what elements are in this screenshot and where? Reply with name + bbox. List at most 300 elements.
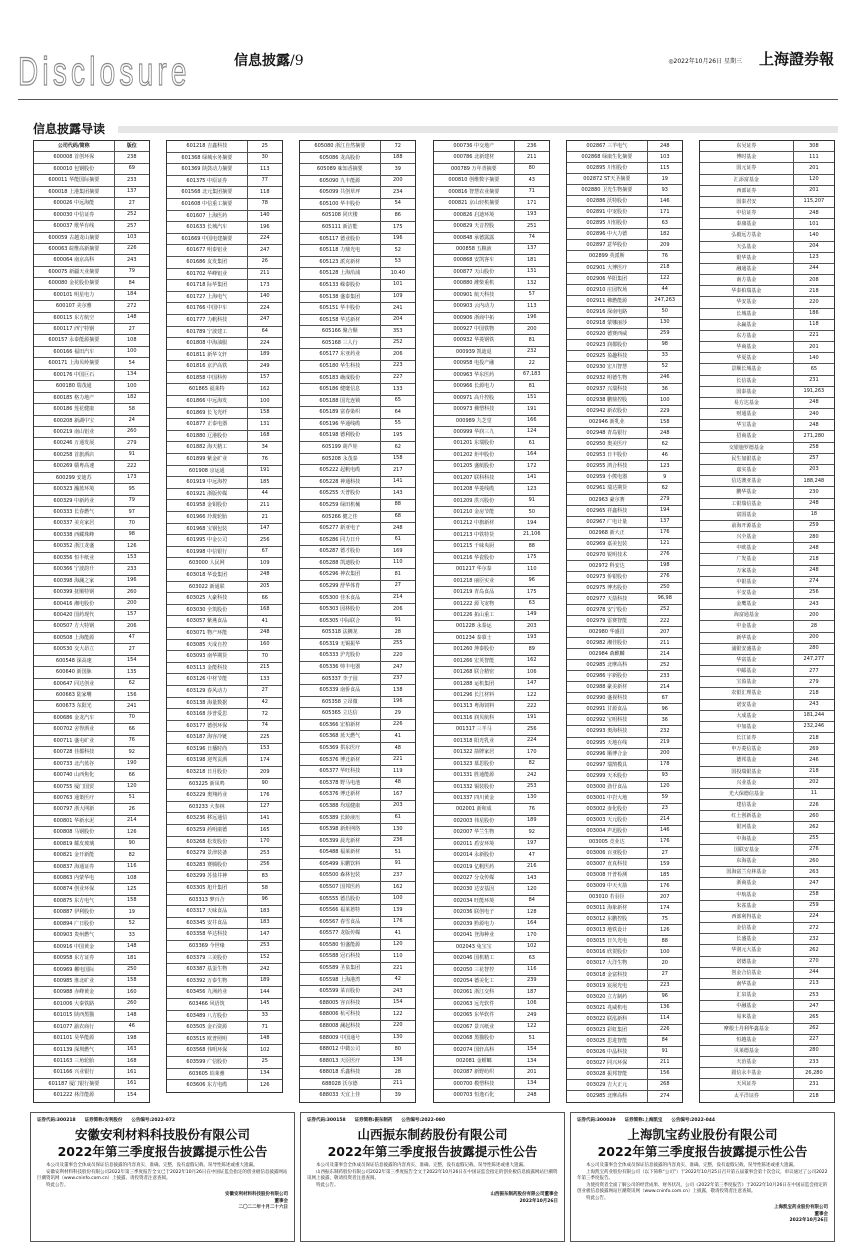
page-number: 200 xyxy=(659,750,670,757)
page-number: 27 xyxy=(661,971,668,978)
company-name: 603317 天味食品 xyxy=(167,906,248,917)
table-row xyxy=(567,406,682,417)
table-row xyxy=(567,196,682,207)
page-number: 71 xyxy=(261,1023,268,1030)
page-number: 241 xyxy=(126,702,137,709)
company-name: 000880 潍柴重机 xyxy=(434,278,515,288)
table-row xyxy=(567,296,682,307)
table-row xyxy=(434,507,549,518)
company-name: 605376 博迁新材 xyxy=(300,755,381,766)
page-number: 255 xyxy=(809,835,819,842)
page-number: 256 xyxy=(809,589,819,596)
company-name: 002946 新乳业 xyxy=(567,417,648,427)
company-name: 财通基金 xyxy=(700,409,794,419)
company-name: 永赢基金 xyxy=(700,320,794,330)
table-row xyxy=(167,663,282,675)
table-row xyxy=(34,770,149,781)
company-name: 600508 上海能源 xyxy=(34,633,115,643)
company-name: 605296 神农集团 xyxy=(300,569,381,580)
page-number: 182 xyxy=(126,394,137,401)
table-row xyxy=(167,616,282,628)
table-row xyxy=(700,499,834,510)
table-row xyxy=(434,438,549,449)
company-name: 601375 中原证券 xyxy=(167,176,248,187)
company-name: 600171 上海贝岭摘要 xyxy=(34,358,115,368)
page-number: 203 xyxy=(392,802,403,809)
company-name: 002896 中大力德 xyxy=(567,229,648,239)
company-name: 002963 豪尔赛 xyxy=(567,495,648,505)
table-row xyxy=(167,1069,282,1081)
table-row xyxy=(434,896,549,907)
company-name: 600157 永泰能源摘要 xyxy=(34,335,115,345)
table-row xyxy=(567,958,682,969)
page-number: 237 xyxy=(392,871,403,878)
company-name: 003006 百亚股份 xyxy=(567,848,648,858)
page-number: 171 xyxy=(526,199,537,206)
company-name: 002969 嘉美包装 xyxy=(567,539,648,549)
company-name: 003011 海象新材 xyxy=(567,903,648,913)
table-row xyxy=(167,953,282,965)
table-row xyxy=(700,242,834,253)
page-number: 194 xyxy=(526,519,537,526)
table-row xyxy=(434,450,549,461)
page-number: 256 xyxy=(259,536,270,543)
page-number: 218 xyxy=(659,264,670,271)
company-name: 002880 卫光生物摘要 xyxy=(567,185,648,195)
company-name: 605118 力鼎光电 xyxy=(300,245,381,256)
page-number: 193 xyxy=(526,211,537,218)
page-number: 33 xyxy=(261,1012,268,1019)
page-number: 209 xyxy=(259,768,270,775)
page-number: 25 xyxy=(261,142,268,149)
page-number: 243 xyxy=(392,987,403,994)
table-row xyxy=(567,218,682,229)
table-row xyxy=(700,957,834,968)
table-row xyxy=(434,656,549,667)
page-number: 206 xyxy=(392,605,403,612)
table-row xyxy=(300,361,415,373)
page-number: 196 xyxy=(526,314,537,321)
page-number: 157 xyxy=(126,611,137,618)
signature-line: 2022年10月26日 xyxy=(789,1218,828,1223)
page-number: 27 xyxy=(128,199,135,206)
company-name: 605303 园林股份 xyxy=(300,604,381,615)
page-number: 260 xyxy=(126,428,137,435)
page-number: 47 xyxy=(128,634,135,641)
page-number: 229 xyxy=(659,407,670,414)
company-name: 603387 基蛋生物 xyxy=(167,964,248,975)
company-name: 605366 宏柏新材 xyxy=(300,720,381,731)
company-name: 600186 莲花健康 xyxy=(34,404,115,414)
company-name: 南华基金 xyxy=(700,979,794,989)
page-number: 100 xyxy=(259,397,270,404)
table-row xyxy=(167,721,282,733)
page-number: 253 xyxy=(259,942,270,949)
company-name: 民生加银基金 xyxy=(700,454,794,464)
page-number: 124 xyxy=(526,428,537,435)
table-row xyxy=(434,152,549,163)
table-row xyxy=(434,358,549,369)
company-name: 605378 野马电池 xyxy=(300,778,381,789)
page-number: 160 xyxy=(126,988,137,995)
page-number: 153 xyxy=(259,745,270,752)
company-name: 600711 盛屯矿业 xyxy=(34,736,115,746)
company-name: 001201 东瑞股份 xyxy=(434,438,515,448)
company-name: 003028 振邦智能 xyxy=(567,1069,648,1079)
company-name: 601608 中信重工摘要 xyxy=(167,199,248,210)
company-name: 东海基金 xyxy=(700,856,794,866)
company-name: 688033 天宜上佳 xyxy=(300,1090,381,1102)
table-row xyxy=(167,211,282,223)
page-number: 36 xyxy=(661,385,668,392)
page-number: 67,183 xyxy=(523,371,541,378)
page-number: 126 xyxy=(259,1082,270,1089)
table-row xyxy=(700,376,834,387)
table-row xyxy=(34,884,149,895)
page-number: 218 xyxy=(809,689,819,696)
page-number: 200 xyxy=(809,634,819,641)
page-number: 123 xyxy=(659,462,670,469)
company-name: 国元证券 xyxy=(700,163,794,173)
company-name: 002034 旺能环境 xyxy=(434,896,515,906)
company-name: 中航基金 xyxy=(700,890,794,900)
page-number: 118 xyxy=(809,321,819,328)
company-name: 003023 彩虹集团 xyxy=(567,1025,648,1035)
company-name: 华泰柏瑞基金 xyxy=(700,286,794,296)
page-number: 68 xyxy=(394,513,401,519)
page-number: 66 xyxy=(261,594,268,601)
table-row xyxy=(167,779,282,791)
index-table-column xyxy=(433,140,550,1103)
company-name: 605287 德才股份 xyxy=(300,546,381,557)
page-number: 233 xyxy=(126,565,137,572)
page-number: 102 xyxy=(259,1046,270,1053)
page-number: 243 xyxy=(809,600,819,607)
page-number: 122 xyxy=(526,691,537,698)
table-row xyxy=(567,285,682,296)
company-name: 001337 四川黄金 xyxy=(434,793,515,803)
table-row xyxy=(300,824,415,836)
table-row xyxy=(300,373,415,385)
page-number: 88 xyxy=(661,937,668,944)
index-table-column xyxy=(299,140,416,1103)
table-row xyxy=(434,175,549,186)
page-number: 88 xyxy=(394,501,401,508)
table-row xyxy=(34,724,149,735)
table-row xyxy=(700,230,834,241)
company-name: 000973 佛塑科技 xyxy=(434,404,515,414)
page-number: 193 xyxy=(526,634,537,641)
page-number: 176 xyxy=(659,529,670,536)
company-name: 605259 绿田机械 xyxy=(300,500,381,511)
company-name: 002895 川恒股份 xyxy=(567,218,648,228)
page-number: 262 xyxy=(809,946,819,953)
page-number: 153 xyxy=(126,554,137,561)
company-name: 603392 万泰生物 xyxy=(167,976,248,987)
page-number: 27 xyxy=(261,687,268,694)
page-number: 134 xyxy=(526,1080,537,1087)
page-number: 140 xyxy=(809,354,819,361)
company-name: 000868 安凯客车 xyxy=(434,255,515,265)
company-name: 申万菱信基金 xyxy=(700,744,794,754)
table-row xyxy=(300,558,415,570)
page-number: 243 xyxy=(809,701,819,708)
page-number: 76 xyxy=(528,805,535,812)
page-number: 28 xyxy=(394,1068,401,1075)
company-name: 中银基金 xyxy=(700,577,794,587)
company-name: 601921 浙版传媒 xyxy=(167,489,248,500)
table-row xyxy=(34,1090,149,1101)
company-name: 601101 昊华能源 xyxy=(34,1033,115,1043)
table-row xyxy=(167,848,282,860)
table-row xyxy=(167,384,282,396)
company-name: 创金合信基金 xyxy=(700,968,794,978)
table-row xyxy=(34,690,149,701)
table-row xyxy=(34,347,149,358)
page-number: 168 xyxy=(259,432,270,439)
page-number: 223 xyxy=(659,982,670,989)
company-name: 001218 丽臣实业 xyxy=(434,576,515,586)
company-name: 000966 长源电力 xyxy=(434,381,515,391)
page-number: 214 xyxy=(392,594,403,601)
company-name: 600063 皖维高新摘要 xyxy=(34,244,115,254)
table-row xyxy=(567,174,682,185)
company-name: 002990 盛视科技 xyxy=(567,693,648,703)
page-number: 262 xyxy=(809,823,819,830)
table-row xyxy=(567,616,682,627)
table-row xyxy=(34,438,149,449)
company-name: 中加基金 xyxy=(700,722,794,732)
page-number: 27 xyxy=(661,849,668,856)
page-number: 156 xyxy=(126,691,137,698)
table-row xyxy=(300,975,415,987)
table-row xyxy=(167,535,282,547)
table-row xyxy=(434,324,549,335)
company-name: 600969 郴电国际 xyxy=(34,965,115,975)
company-name: 600887 伊利股份 xyxy=(34,907,115,917)
table-row xyxy=(300,859,415,871)
company-name: 002932 明德生物 xyxy=(567,373,648,383)
table-row xyxy=(300,708,415,720)
page-number: 176 xyxy=(392,918,403,925)
table-row xyxy=(700,197,834,208)
page-number: 259 xyxy=(809,522,819,529)
page-number: 103 xyxy=(126,234,137,240)
page-number: 72 xyxy=(261,710,268,717)
company-name: 鹏华基金 xyxy=(700,487,794,497)
table-row xyxy=(700,979,834,990)
company-name: 603599 广信股份 xyxy=(167,1057,248,1068)
table-row xyxy=(167,651,282,663)
page-number: 98 xyxy=(661,341,668,348)
company-name: 002872 ST天圣摘要 xyxy=(567,174,648,184)
company-name: 华富基金 xyxy=(700,655,794,665)
table-row xyxy=(434,1033,549,1044)
table-row xyxy=(300,303,415,315)
company-name: 汇添富基金 xyxy=(700,175,794,185)
table-row xyxy=(700,543,834,554)
table-row xyxy=(434,827,549,838)
table-row xyxy=(700,834,834,845)
page-number: 224 xyxy=(526,737,537,744)
table-row xyxy=(34,701,149,712)
table-row xyxy=(434,965,549,976)
company-name: 601368 绿城水务摘要 xyxy=(167,153,248,164)
company-name: 605133 嵘泰股份 xyxy=(300,280,381,291)
table-row xyxy=(700,510,834,521)
company-name: 603218 日月股份 xyxy=(167,767,248,778)
page-number: 262 xyxy=(809,1025,819,1032)
table-row xyxy=(300,326,415,338)
company-name: 600755 厦门国贸 xyxy=(34,782,115,792)
company-name: 600107 美尔雅 xyxy=(34,301,115,311)
page-number: 272 xyxy=(126,302,137,309)
table-row xyxy=(167,419,282,431)
page-number: 187 xyxy=(526,988,537,995)
company-name: 605588 冠石科技 xyxy=(300,951,381,962)
company-name: 600808 马钢股份 xyxy=(34,827,115,837)
page-number: 265 xyxy=(809,1013,819,1020)
page-number: 158 xyxy=(126,977,137,984)
company-name: 603225 新凤鸣 xyxy=(167,779,248,790)
company-name: 605577 龙版传媒 xyxy=(300,928,381,939)
company-name: 003018 金富科技 xyxy=(567,970,648,980)
table-row xyxy=(300,442,415,454)
company-name: 601789 宁波建工 xyxy=(167,327,248,338)
table-row xyxy=(700,744,834,755)
table-row xyxy=(167,500,282,512)
company-name: 002979 雷赛智能 xyxy=(567,616,648,626)
table-row xyxy=(434,335,549,346)
page-number: 253 xyxy=(809,991,819,998)
company-name: 605099 共创草坪 xyxy=(300,187,381,198)
company-name: 国泰君安 xyxy=(700,197,794,207)
company-name: 600819 耀皮玻璃 xyxy=(34,839,115,849)
page-number: 203 xyxy=(526,622,537,629)
company-name: 002991 甘源食品 xyxy=(567,704,648,714)
table-row xyxy=(34,473,149,484)
page-number: 170 xyxy=(526,748,537,755)
page-number: 198 xyxy=(126,1034,137,1041)
page-number: 217 xyxy=(392,466,403,473)
company-name: 001260 坤泰股份 xyxy=(434,644,515,654)
table-row xyxy=(434,884,549,895)
page-number: 214 xyxy=(659,650,670,657)
company-name: 600176 中国巨石 xyxy=(34,370,115,380)
table-row xyxy=(34,644,149,655)
table-row xyxy=(434,839,549,850)
table-row xyxy=(434,221,549,232)
table-row xyxy=(567,395,682,406)
table-row xyxy=(700,454,834,465)
table-row xyxy=(34,484,149,495)
announcement-paragraph: 本公司及董事会全体成员保证信息披露的内容真实、准确、完整，没有虚假记载、误导性陈述或重大遗漏。 xyxy=(316,1163,528,1168)
table-row xyxy=(167,512,282,524)
table-row xyxy=(567,715,682,726)
company-name: 603456 九洲药业 xyxy=(167,987,248,998)
table-row xyxy=(434,816,549,827)
table-row xyxy=(700,186,834,197)
table-row xyxy=(700,353,834,364)
table-row xyxy=(300,743,415,755)
table-row xyxy=(167,790,282,802)
page-number: 100 xyxy=(126,348,137,355)
table-row xyxy=(700,755,834,766)
company-name: 东方基金 xyxy=(700,331,794,341)
masthead xyxy=(18,44,838,100)
company-name: 工银瑞信基金 xyxy=(700,499,794,509)
company-name: 603489 八方股份 xyxy=(167,1011,248,1022)
table-row xyxy=(567,417,682,428)
page-number: 258 xyxy=(809,444,819,451)
company-name: 603030 全筑股份 xyxy=(167,605,248,616)
company-name: 601908 京运通 xyxy=(167,466,248,477)
page-number: 249 xyxy=(259,362,270,369)
table-row xyxy=(300,349,415,361)
company-name: 长城基金 xyxy=(700,309,794,319)
company-name: 601677 明泰铝业 xyxy=(167,245,248,256)
company-name: 605111 新洁能 xyxy=(300,222,381,233)
brand-title: Disclosure xyxy=(18,50,191,94)
page-number: 50 xyxy=(661,308,668,315)
table-row xyxy=(167,454,282,466)
table-row xyxy=(434,793,549,804)
company-name: 003009 中天火箭 xyxy=(567,881,648,891)
company-name: 001217 华尔泰 xyxy=(434,564,515,574)
page-number: 21,106 xyxy=(523,531,541,538)
table-row xyxy=(567,1036,682,1047)
page-number: 141 xyxy=(526,474,537,481)
table-row xyxy=(700,778,834,789)
table-row xyxy=(34,358,149,369)
table-row xyxy=(167,964,282,976)
table-row xyxy=(567,782,682,793)
company-name: 688008 澜起科技 xyxy=(300,1021,381,1032)
page-number: 134 xyxy=(126,371,137,378)
table-row xyxy=(700,856,834,867)
page-number: 226 xyxy=(809,801,819,808)
table-row xyxy=(700,1035,834,1046)
announcement-meta: 证券代码:300218 证券简称:安利股份 公告编号:2022-072 xyxy=(37,1118,175,1123)
company-name: 002886 沃特股份 xyxy=(567,196,648,206)
page-number: 189 xyxy=(526,817,537,824)
company-name: 600208 新湖中宝 xyxy=(34,416,115,426)
announcement-company: 安徽安利材料科技股份有限公司 xyxy=(74,1127,250,1142)
table-row xyxy=(700,599,834,610)
company-name: 交银施罗德基金 xyxy=(700,443,794,453)
company-name: 002011 盾安环境 xyxy=(434,839,515,849)
page-number: 260 xyxy=(126,588,137,595)
table-row xyxy=(34,1022,149,1033)
page-number: 141 xyxy=(392,478,403,485)
page-number: 181 xyxy=(126,954,137,961)
table-row xyxy=(167,489,282,501)
company-name: 605500 森林包装 xyxy=(300,870,381,881)
table-row xyxy=(434,1045,549,1056)
page-number: 92 xyxy=(528,828,535,835)
table-row xyxy=(300,894,415,906)
company-name: 603126 中材节能 xyxy=(167,674,248,685)
page-number: 131 xyxy=(259,420,270,427)
table-row xyxy=(567,936,682,947)
table-row xyxy=(300,315,415,327)
page-number: 248 xyxy=(809,544,819,551)
page-number: 63 xyxy=(528,600,535,606)
page-number: 233 xyxy=(809,1058,819,1065)
table-row xyxy=(300,801,415,813)
table-row xyxy=(567,207,682,218)
page-number: 276 xyxy=(659,551,670,558)
